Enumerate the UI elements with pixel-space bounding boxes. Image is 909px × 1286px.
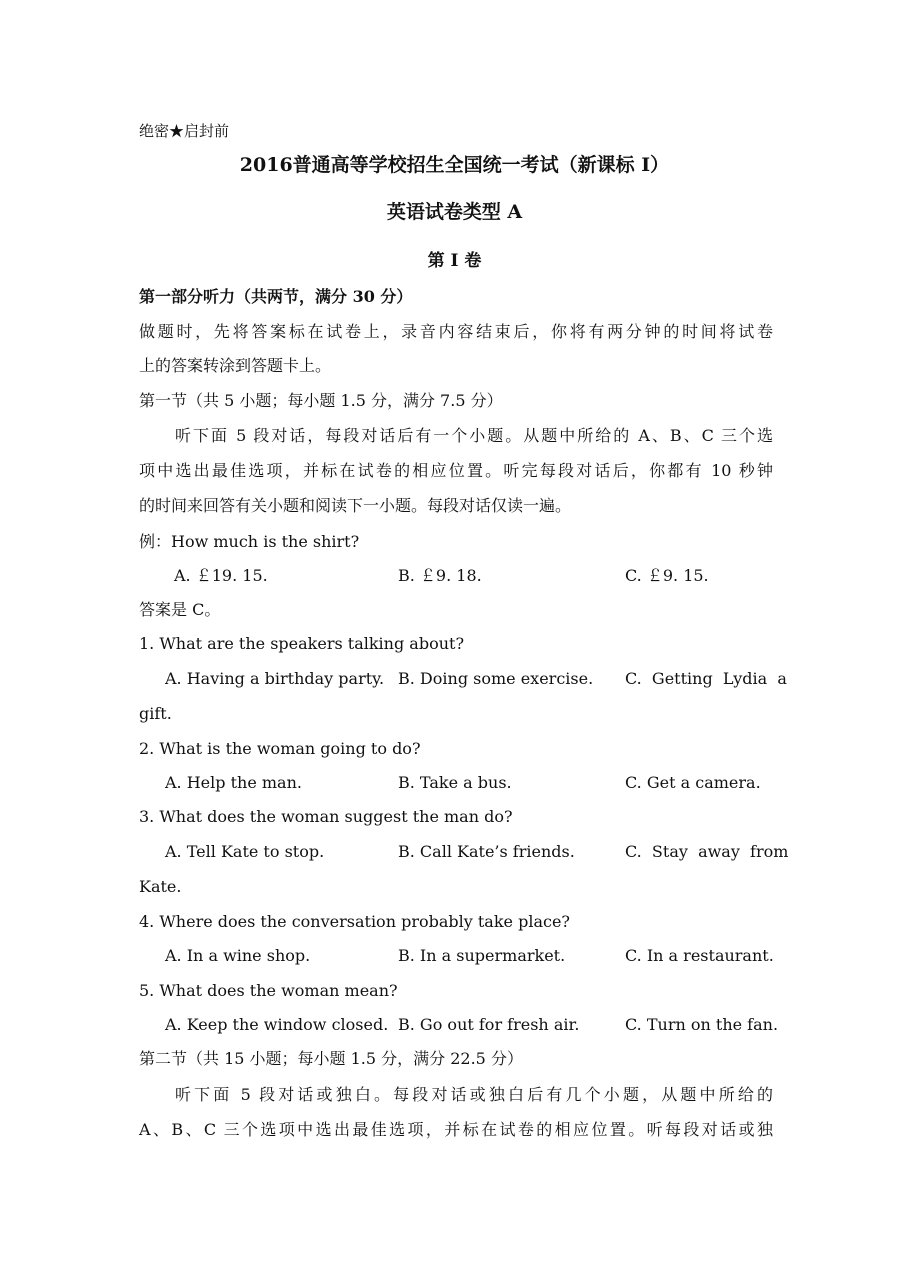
- q5-option-b: B. Go out for fresh air.: [398, 1015, 580, 1034]
- question-5: 5. What does the woman mean?: [139, 981, 398, 1000]
- q1-option-a: A. Having a birthday party.: [165, 669, 385, 688]
- q2-option-b: B. Take a bus.: [398, 773, 512, 792]
- exam-subtitle: 英语试卷类型 A: [386, 201, 523, 223]
- q3-option-b: B. Call Kate’s friends.: [398, 842, 575, 861]
- example-option-a: A. ￡19. 15.: [174, 566, 268, 585]
- section1-heading: 第一节（共 5 小题；每小题 1.5 分，满分 7.5 分）: [139, 391, 503, 410]
- q4-option-b: B. In a supermarket.: [398, 946, 566, 965]
- q1-option-b: B. Doing some exercise.: [398, 669, 594, 688]
- volume-title: 第 I 卷: [427, 251, 482, 271]
- q5-option-c: C. Turn on the fan.: [625, 1015, 779, 1034]
- q3-option-a: A. Tell Kate to stop.: [165, 842, 325, 861]
- example-option-c: C. ￡9. 15.: [625, 566, 709, 585]
- section2-line-2: A、B、C 三个选项中选出最佳选项，并标在试卷的相应位置。听每段对话或独: [139, 1120, 773, 1139]
- q3-option-c: C. Stay away from: [625, 842, 789, 861]
- part1-heading: 第一部分听力（共两节，满分 30 分）: [139, 287, 413, 306]
- instruction-line-2: 上的答案转涂到答题卡上。: [139, 356, 332, 375]
- q3-option-c-continued: Kate.: [139, 877, 182, 896]
- instruction-line-1: 做题时，先将答案标在试卷上，录音内容结束后，你将有两分钟的时间将试卷: [139, 322, 773, 341]
- question-3: 3. What does the woman suggest the man do?: [139, 807, 513, 826]
- section1-line-2: 项中选出最佳选项，并标在试卷的相应位置。听完每段对话后，你都有 10 秒钟: [139, 461, 773, 480]
- example-question: 例：How much is the shirt?: [139, 532, 360, 551]
- q2-option-a: A. Help the man.: [165, 773, 302, 792]
- section1-line-1: 听下面 5 段对话，每段对话后有一个小题。从题中所给的 A、B、C 三个选: [175, 426, 773, 445]
- question-2: 2. What is the woman going to do?: [139, 739, 421, 758]
- section2-heading: 第二节（共 15 小题；每小题 1.5 分，满分 22.5 分）: [139, 1049, 523, 1068]
- q4-option-c: C. In a restaurant.: [625, 946, 774, 965]
- q2-option-c: C. Get a camera.: [625, 773, 761, 792]
- question-4: 4. Where does the conversation probably take place?: [139, 912, 570, 931]
- confidential-mark: 绝密★启封前: [139, 122, 230, 140]
- example-option-b: B. ￡9. 18.: [398, 566, 482, 585]
- q4-option-a: A. In a wine shop.: [165, 946, 311, 965]
- example-answer: 答案是 C。: [139, 600, 221, 619]
- section1-line-3: 的时间来回答有关小题和阅读下一小题。每段对话仅读一遍。: [139, 496, 572, 515]
- q1-option-c: C. Getting Lydia a: [625, 669, 787, 688]
- section2-line-1: 听下面 5 段对话或独白。每段对话或独白后有几个小题，从题中所给的: [175, 1085, 773, 1104]
- question-1: 1. What are the speakers talking about?: [139, 634, 465, 653]
- q1-option-c-continued: gift.: [139, 704, 172, 723]
- q5-option-a: A. Keep the window closed.: [165, 1015, 389, 1034]
- exam-title: 2016普通高等学校招生全国统一考试（新课标 I）: [239, 154, 670, 176]
